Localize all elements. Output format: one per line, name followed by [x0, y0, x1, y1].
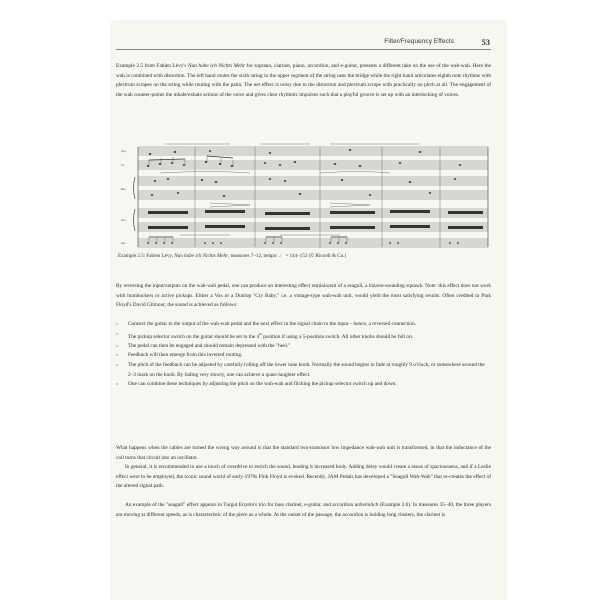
- staff-clarinet: [138, 161, 488, 169]
- bullet-item: [116, 330, 491, 342]
- header-rule: [116, 49, 491, 50]
- bullet-marker: »: [116, 331, 119, 337]
- bullet-marker: »: [116, 343, 119, 349]
- paragraph-5: [116, 501, 491, 520]
- staff-label-1: Sop.: [121, 149, 127, 153]
- bullet-list: [116, 320, 491, 390]
- bullet-text: One can combine these techniques by adjusting the pitch on the wah-wah and flicking the pickup selector switch up and down.: [128, 381, 397, 388]
- page-number: 53: [481, 37, 490, 47]
- para4-text: In general, it is recommended to use a touch of overdrive to enrich the sound, lending it increased body. Adding delay would create a sense of spaciousness, and if a Leslie effect were to be employed, the iconic sound world of early-1970s Pink Floyd is evoked. Recently, JAM Pedals has developed a "Seagull Wah-Wah" that re-creates the effect of the altered signal path.: [116, 464, 491, 490]
- staff-guitar: [138, 239, 488, 247]
- paragraph-1: [116, 62, 491, 100]
- para1-work-title: Nun habe ich Nichts Mehr: [188, 63, 245, 69]
- bullet-item: [116, 351, 491, 361]
- staff-piano-lower: [138, 191, 488, 199]
- paragraph-2: [116, 282, 491, 311]
- bullet-text: [128, 330, 491, 342]
- staff-label-3: Pno.: [121, 187, 127, 191]
- bullet-text-b: position if using a 5-position switch. All other knobs should be full on.: [261, 333, 414, 340]
- caption-text-b: , measures 7–12, tempo: ♩ = 144–152 (© Ricordi & Co.): [228, 253, 347, 259]
- para5-text-b: (Example 2.6). In measures 35–40, the three players are moving at different speeds, as is characteristic of the piece as a whole. At the outset of the passage, the accordion is holding long clusters, the clarinet is: [116, 502, 491, 518]
- staff-accordion-lower: [138, 223, 488, 231]
- caption-work-title: Nun habe ich Nichts Mehr: [174, 253, 229, 259]
- bullet-marker: »: [116, 322, 119, 327]
- bullet-marker: »: [116, 382, 119, 388]
- figure-caption: [118, 253, 493, 259]
- bullet-item: [116, 320, 491, 330]
- staff-label-2: Cl.: [121, 163, 125, 167]
- para1-text-b: for soprano, clarinet, piano, accordion, and e-guitar, presents a different take on the use of the wah-wah. Here the wah is combined with distortion. The left hand mutes the sixth string in the upper segment of the string near the bridge while the right hand articulates eighth note rhythms with plectrum scrapes on the string while muting with the palm. The net effect is noisy due to the distortion and plectrum scrape with practically no pitch at all. The engagement of the wah counter-points the inhale/exhale actions of the voice and gives clear rhythmic impulses such that a playful groove is set up with an interlocking of voices.: [116, 63, 492, 98]
- staff-label-5: Acc.: [121, 218, 127, 222]
- staff-label-7: Git.: [121, 241, 126, 245]
- staff-piano-upper: [138, 177, 488, 185]
- caption-text-a: Example 2.5: Fabien Lévy,: [118, 253, 175, 259]
- music-score-example: [120, 143, 490, 251]
- paragraph-3: [116, 444, 491, 463]
- bullet-text: Feedback will then emerge from this inverted routing.: [128, 352, 243, 359]
- bullet-text: The pedal can then be engaged and should remain depressed with the "heel.": [128, 342, 291, 349]
- bullet-item: [116, 342, 491, 352]
- bullet-item: [116, 380, 491, 390]
- bullet-sup: th: [259, 331, 262, 336]
- bullet-text: The pitch of the feedback can be adjusted by carefully rolling off the lower tone knob. Normally the sound begins to fade at roughly 9 o'clock, or somewhere around the 2–3 mark on the knob. By fading very slowly, one can achieve a quasi-laughter effect.: [128, 361, 485, 378]
- para1-text-a: Example 2.5 from Fabien Lévy's: [116, 63, 188, 69]
- bullet-marker: »: [116, 353, 119, 359]
- para5-text-a: An example of the "seagull" effect appears in Turgut Erçetin's trio for bass clarinet, e-guitar, and accordion: [125, 502, 355, 508]
- para5-work-title: unheimlich: [354, 502, 379, 508]
- bullet-text: Connect the guitar to the output of the wah-wah pedal and the next effect in the signal chain to the input – hence, a reversed connection.: [128, 321, 417, 327]
- bullet-marker: »: [116, 362, 119, 368]
- staff-soprano: [138, 147, 488, 155]
- paragraph-4: [116, 463, 491, 492]
- bullet-text-a: The pickup selector switch on the guitar should be set to the 4: [128, 333, 260, 340]
- bullet-item: [116, 361, 491, 380]
- header-title: Filter/Frequency Effects: [384, 38, 454, 45]
- staff-accordion-upper: [138, 209, 488, 217]
- para2-text: By reversing the input/outputs on the wah-wah pedal, one can produce an interesting effect reminiscent of a seagull, a bizarre-sounding squawk. Note: this effect does not work with humbuckers or active pickups. Either a Vox or a Dunlop "Cry Baby," i.e. a vintage-type wah-wah unit, would yield the most satisfying results. Often credited to Pink Floyd's David Gilmour, the sound is achieved as follows:: [116, 283, 491, 309]
- para3-text: What happens when the cables are turned the wrong way around is that the standard two-transistor low impedance wah-wah unit is transformed, in that the inductance of the coil turns that circuit into an oscillator.: [116, 445, 491, 461]
